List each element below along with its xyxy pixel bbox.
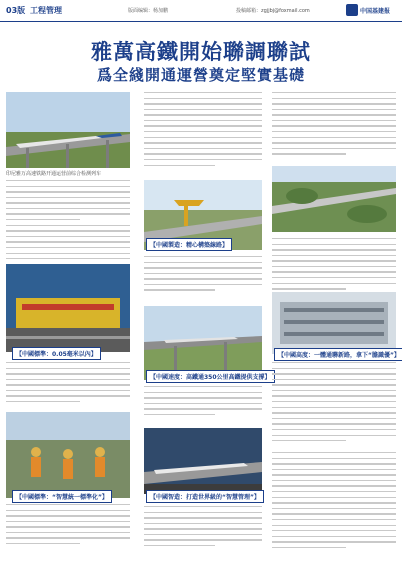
photo-train-station [144, 428, 262, 494]
photo-caption-4: 【中國高度：一體通聯新路，拿下“膽識優”】 [274, 348, 402, 361]
submission-email: 投稿邮箱：zgjjbj@foxmail.com [236, 8, 310, 14]
right-column-text-middle [272, 238, 396, 294]
page-number: 03版 [6, 6, 26, 15]
headline-title: 雅萬高鐵開始聯調聯試 [91, 39, 311, 64]
headline-subtitle: 爲全綫開通運營奠定堅實基礎 [96, 66, 305, 84]
photo-caption-6: 【中國標準：“智慧統一標準化”】 [12, 490, 112, 503]
photo-steel-structure [272, 292, 396, 354]
left-column-text-lower [6, 362, 130, 407]
photo-viaduct-train [144, 306, 262, 380]
newspaper-logo [346, 4, 398, 18]
logo-mark-icon [346, 4, 358, 16]
photo-caption-7: 【中國智造：打造世界級的“智慧管理”】 [146, 490, 264, 503]
middle-column-text [144, 92, 262, 170]
middle-column-text-bottom [144, 506, 262, 551]
main-photo-caption: 印尼雅万高速铁路开通运营前综合检测列车 [6, 171, 102, 177]
right-column-text-bottom [272, 452, 396, 552]
photo-aerial-landscape [272, 166, 396, 232]
photo-caption-5: 【中國速度：高鐵通350公里高鐵提供支撐】 [146, 370, 275, 383]
middle-column-text-2 [144, 256, 262, 295]
left-column-text [6, 180, 130, 269]
right-column-text-top [272, 92, 396, 159]
logo-text: 中国基建报 [360, 8, 391, 15]
photo-caption-2: 【中國製造：精心構築線路】 [146, 238, 232, 251]
photo-measurement [6, 264, 130, 352]
right-column-text-lower [272, 362, 396, 446]
middle-column-text-lower [144, 386, 262, 419]
page-header [0, 0, 402, 22]
left-column-text-bottom [6, 504, 130, 549]
editor-credit: 版面编辑：杨加鹏 [128, 8, 169, 14]
section-name: 工程管理 [30, 6, 62, 15]
photo-workers [6, 412, 130, 498]
main-photo-train-viaduct [6, 92, 130, 168]
photo-caption-3: 【中國標準：0.05毫米以內】 [12, 347, 101, 360]
